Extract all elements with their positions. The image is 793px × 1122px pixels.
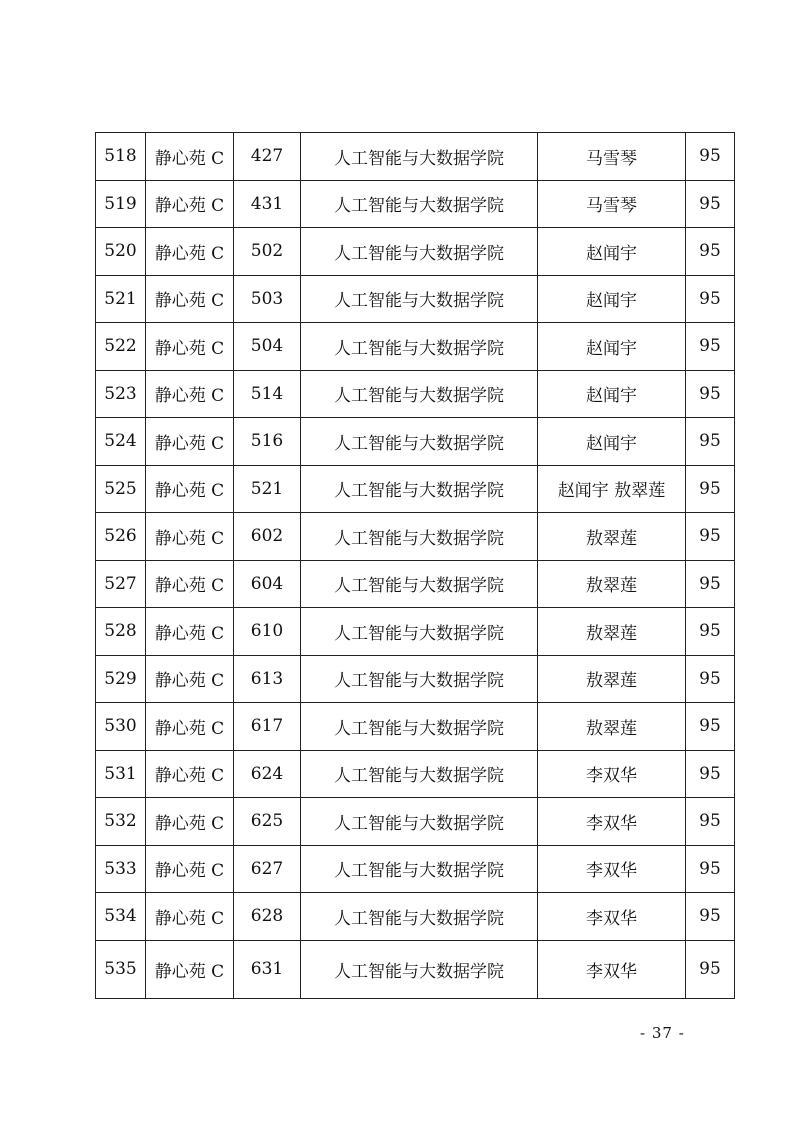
cell-room: 503 — [234, 275, 301, 323]
cell-score: 95 — [686, 513, 735, 561]
cell-number: 534 — [96, 893, 146, 941]
cell-room: 625 — [234, 798, 301, 846]
cell-score: 95 — [686, 418, 735, 466]
cell-building: 静心苑 C — [146, 133, 234, 181]
cell-score: 95 — [686, 608, 735, 656]
cell-score: 95 — [686, 228, 735, 276]
cell-college: 人工智能与大数据学院 — [301, 370, 538, 418]
table-row — [96, 418, 735, 466]
cell-score: 95 — [686, 465, 735, 513]
cell-number: 529 — [96, 655, 146, 703]
cell-counselor: 李双华 — [538, 845, 686, 893]
table-row — [96, 703, 735, 751]
cell-score: 95 — [686, 370, 735, 418]
table-row — [96, 655, 735, 703]
cell-number: 532 — [96, 798, 146, 846]
cell-college: 人工智能与大数据学院 — [301, 798, 538, 846]
cell-number: 527 — [96, 560, 146, 608]
cell-counselor: 赵闻宇 敖翠莲 — [538, 465, 686, 513]
cell-score: 95 — [686, 323, 735, 371]
cell-counselor: 赵闻宇 — [538, 228, 686, 276]
cell-number: 518 — [96, 133, 146, 181]
table-row — [96, 798, 735, 846]
cell-room: 427 — [234, 133, 301, 181]
cell-score: 95 — [686, 798, 735, 846]
cell-counselor: 敖翠莲 — [538, 608, 686, 656]
cell-college: 人工智能与大数据学院 — [301, 608, 538, 656]
cell-college: 人工智能与大数据学院 — [301, 750, 538, 798]
cell-building: 静心苑 C — [146, 893, 234, 941]
cell-number: 522 — [96, 323, 146, 371]
cell-score: 95 — [686, 275, 735, 323]
cell-college: 人工智能与大数据学院 — [301, 655, 538, 703]
cell-building: 静心苑 C — [146, 655, 234, 703]
table-row — [96, 750, 735, 798]
cell-counselor: 马雪琴 — [538, 180, 686, 228]
cell-counselor: 赵闻宇 — [538, 418, 686, 466]
cell-college: 人工智能与大数据学院 — [301, 418, 538, 466]
cell-number: 530 — [96, 703, 146, 751]
cell-building: 静心苑 C — [146, 798, 234, 846]
cell-number: 533 — [96, 845, 146, 893]
cell-room: 514 — [234, 370, 301, 418]
dormitory-score-table — [95, 132, 735, 999]
table-row — [96, 275, 735, 323]
cell-building: 静心苑 C — [146, 465, 234, 513]
cell-number: 535 — [96, 940, 146, 998]
cell-number: 531 — [96, 750, 146, 798]
cell-college: 人工智能与大数据学院 — [301, 465, 538, 513]
cell-building: 静心苑 C — [146, 180, 234, 228]
table-row — [96, 228, 735, 276]
cell-score: 95 — [686, 893, 735, 941]
cell-counselor: 李双华 — [538, 940, 686, 998]
cell-college: 人工智能与大数据学院 — [301, 323, 538, 371]
cell-room: 617 — [234, 703, 301, 751]
cell-building: 静心苑 C — [146, 323, 234, 371]
cell-counselor: 赵闻宇 — [538, 323, 686, 371]
cell-building: 静心苑 C — [146, 940, 234, 998]
cell-college: 人工智能与大数据学院 — [301, 180, 538, 228]
cell-score: 95 — [686, 940, 735, 998]
cell-counselor: 敖翠莲 — [538, 655, 686, 703]
cell-counselor: 敖翠莲 — [538, 513, 686, 561]
cell-counselor: 赵闻宇 — [538, 275, 686, 323]
cell-building: 静心苑 C — [146, 418, 234, 466]
cell-room: 502 — [234, 228, 301, 276]
cell-college: 人工智能与大数据学院 — [301, 513, 538, 561]
cell-number: 525 — [96, 465, 146, 513]
cell-room: 627 — [234, 845, 301, 893]
cell-score: 95 — [686, 703, 735, 751]
cell-number: 526 — [96, 513, 146, 561]
cell-college: 人工智能与大数据学院 — [301, 940, 538, 998]
cell-number: 521 — [96, 275, 146, 323]
cell-room: 628 — [234, 893, 301, 941]
cell-score: 95 — [686, 845, 735, 893]
cell-building: 静心苑 C — [146, 370, 234, 418]
cell-building: 静心苑 C — [146, 608, 234, 656]
cell-counselor: 敖翠莲 — [538, 560, 686, 608]
cell-college: 人工智能与大数据学院 — [301, 893, 538, 941]
cell-score: 95 — [686, 560, 735, 608]
page-number: - 37 - — [640, 1024, 685, 1042]
cell-score: 95 — [686, 133, 735, 181]
cell-number: 524 — [96, 418, 146, 466]
cell-building: 静心苑 C — [146, 750, 234, 798]
table-row — [96, 465, 735, 513]
cell-number: 523 — [96, 370, 146, 418]
cell-college: 人工智能与大数据学院 — [301, 228, 538, 276]
cell-room: 624 — [234, 750, 301, 798]
cell-score: 95 — [686, 750, 735, 798]
cell-building: 静心苑 C — [146, 845, 234, 893]
table-row — [96, 513, 735, 561]
cell-college: 人工智能与大数据学院 — [301, 275, 538, 323]
cell-room: 431 — [234, 180, 301, 228]
cell-counselor: 李双华 — [538, 893, 686, 941]
cell-college: 人工智能与大数据学院 — [301, 133, 538, 181]
table-row — [96, 560, 735, 608]
cell-score: 95 — [686, 180, 735, 228]
cell-number: 520 — [96, 228, 146, 276]
cell-college: 人工智能与大数据学院 — [301, 845, 538, 893]
cell-counselor: 马雪琴 — [538, 133, 686, 181]
cell-room: 631 — [234, 940, 301, 998]
cell-number: 528 — [96, 608, 146, 656]
table-row — [96, 845, 735, 893]
cell-room: 504 — [234, 323, 301, 371]
cell-counselor: 赵闻宇 — [538, 370, 686, 418]
table-body — [96, 133, 735, 999]
cell-college: 人工智能与大数据学院 — [301, 703, 538, 751]
cell-counselor: 敖翠莲 — [538, 703, 686, 751]
cell-room: 604 — [234, 560, 301, 608]
table-row — [96, 608, 735, 656]
table-row — [96, 893, 735, 941]
cell-room: 516 — [234, 418, 301, 466]
cell-building: 静心苑 C — [146, 703, 234, 751]
cell-building: 静心苑 C — [146, 228, 234, 276]
cell-room: 602 — [234, 513, 301, 561]
cell-counselor: 李双华 — [538, 798, 686, 846]
cell-building: 静心苑 C — [146, 513, 234, 561]
cell-score: 95 — [686, 655, 735, 703]
table-row — [96, 323, 735, 371]
table-row — [96, 180, 735, 228]
cell-counselor: 李双华 — [538, 750, 686, 798]
cell-building: 静心苑 C — [146, 560, 234, 608]
cell-number: 519 — [96, 180, 146, 228]
cell-college: 人工智能与大数据学院 — [301, 560, 538, 608]
table-row — [96, 370, 735, 418]
cell-room: 613 — [234, 655, 301, 703]
cell-building: 静心苑 C — [146, 275, 234, 323]
cell-room: 610 — [234, 608, 301, 656]
table-row — [96, 133, 735, 181]
cell-room: 521 — [234, 465, 301, 513]
table-row — [96, 940, 735, 998]
